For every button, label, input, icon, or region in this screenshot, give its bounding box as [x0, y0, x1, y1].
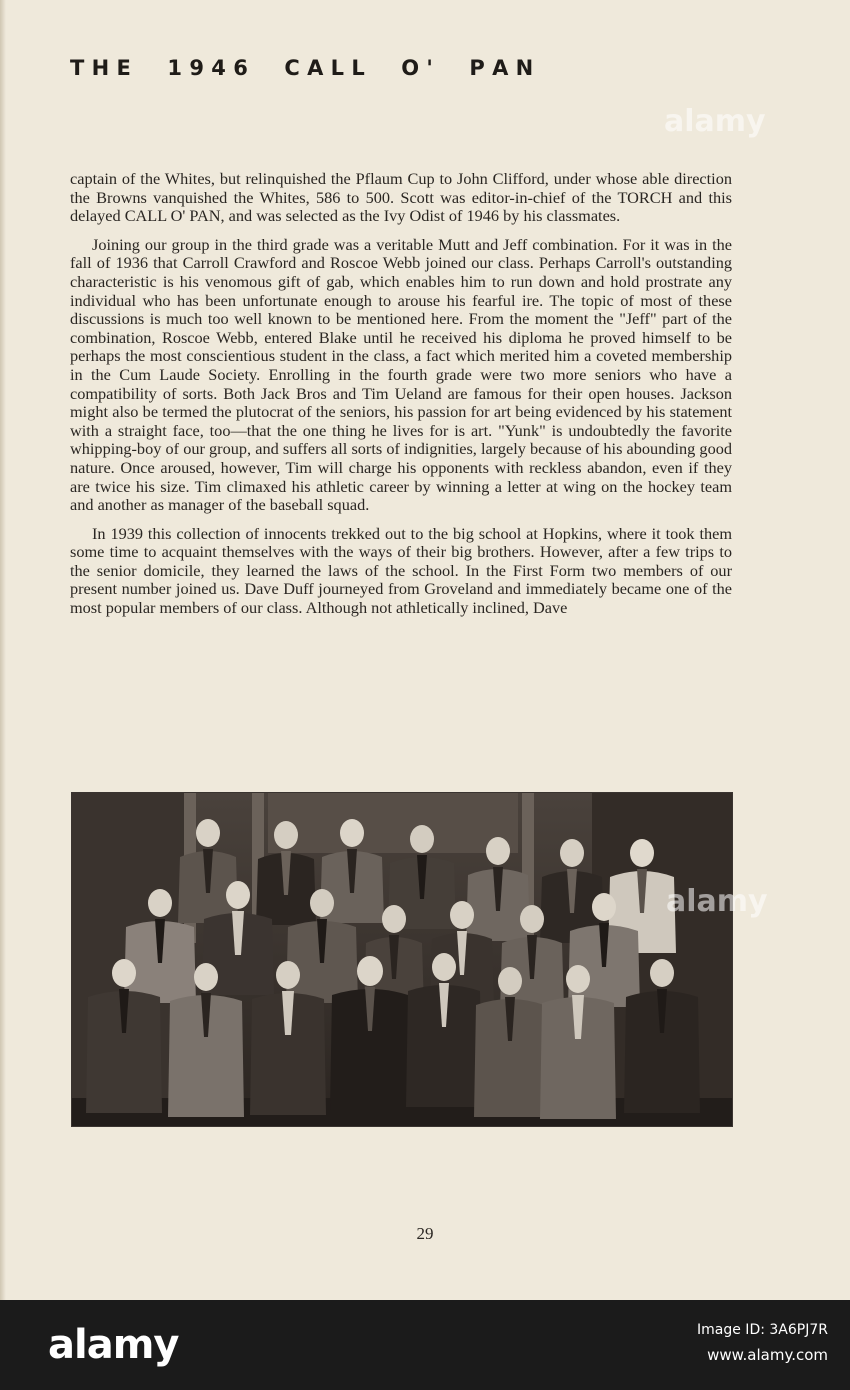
- stock-footer: [0, 1300, 850, 1390]
- alamy-logo: alamy: [48, 1322, 179, 1368]
- page-number: 29: [416, 1224, 434, 1243]
- watermark-photo: alamy: [666, 884, 768, 919]
- paragraph-1: captain of the Whites, but relinquished the Pflaum Cup to John Clifford, under whose able direction the Browns vanquished the Whites, 586 to 500. Scott was editor-in-chief of the TORCH and this delayed CALL O' PAN, and was selected as the Ivy Odist of 1946 by his classmates.: [70, 169, 732, 226]
- paragraph-3: In 1939 this collection of innocents trekked out to the big school at Hopkins, where it took them some time to acquaint themselves with the ways of their big brothers. However, after a few trips to the senior domicile, they learned the laws of the school. In the First Form two members of our present number joined us. Dave Duff journeyed from Groveland and immediately became one of the most popular members of our class. Although not athletically inclined, Dave: [70, 523, 732, 618]
- group-photo-illustration: [72, 793, 733, 1127]
- image-id: Image ID: 3A6PJ7R: [697, 1322, 828, 1338]
- class-group-photo: [71, 792, 733, 1127]
- paragraph-2: Joining our group in the third grade was a veritable Mutt and Jeff combination. For it was in the fall of 1936 that Carroll Crawford and Roscoe Webb joined our class. Perhaps Carroll's outstanding characteristic is his venomous gift of gab, which enables him to run down and hold prostrate any individual who has been unfortunate enough to arouse his fearful ire. The topic of most of these discussions is much too well known to be mentioned here. From the moment the "Jeff" part of the combination, Roscoe Webb, entered Blake until he received his diploma he proved himself to be perhaps the most conscientious student in the class, a fact which merited him a coveted membership in the Cum Laude Society. Enrolling in the fourth grade were two more seniors who have a compatibility of sorts. Both Jack Bros and Tim Ueland are famous for their open houses. Jackson might also be termed the plutocrat of the seniors, his passion for art being evidenced by his statement with a straight face, too—that the one thing he lives for is art. "Yunk" is undoubtedly the favorite whipping-boy of our group, and suffers all sorts of indignities, largely because of his abounding good nature. Once aroused, however, Tim will charge his opponents with reckless abandon, even if they are twice his size. Tim climaxed his athletic career by winning a letter at wing on the hockey team and another as manager of the baseball squad.: [70, 234, 732, 515]
- running-head: T H E 1 9 4 6 C A L L O ' P A N: [70, 56, 534, 80]
- watermark-top: alamy: [664, 104, 766, 139]
- body-text: [70, 170, 732, 628]
- site-url[interactable]: www.alamy.com: [707, 1346, 828, 1364]
